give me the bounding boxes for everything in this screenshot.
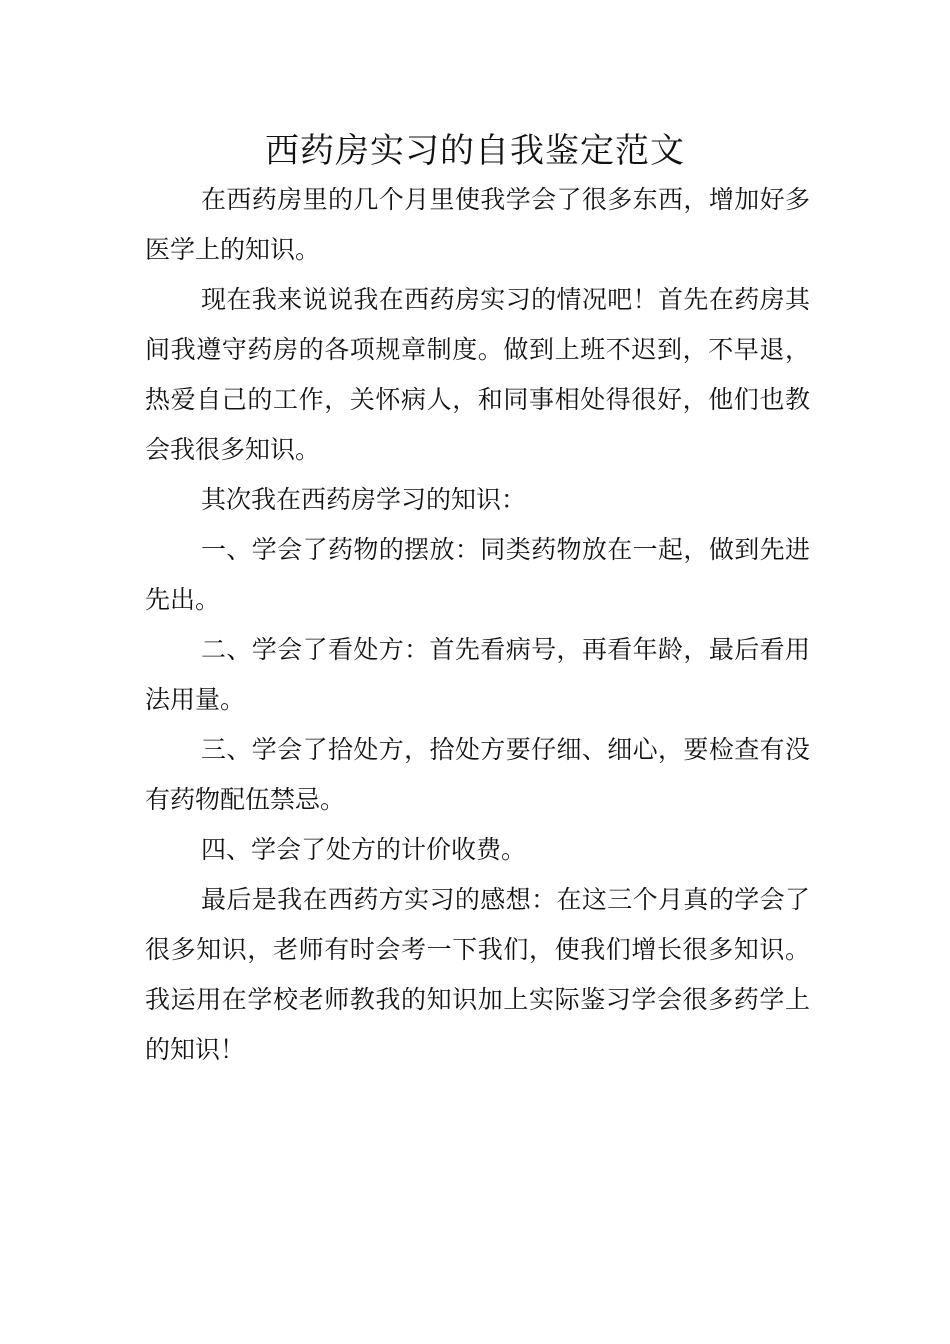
paragraph-situation: 现在我来说说我在西药房实习的情况吧！首先在药房其间我遵守药房的各项规章制度。做到上班不迟到，不早退，热爱自己的工作，关怀病人，和同事相处得很好，他们也教会我很多知识。 [145, 285, 810, 464]
paragraph-item-4: 四、学会了处方的计价收费。 [201, 835, 527, 864]
document-title: 西药房实习的自我鉴定范文 [265, 131, 685, 171]
paragraph-item-2: 二、学会了看处方：首先看病号，再看年龄，最后看用法用量。 [145, 635, 810, 714]
paragraph-item-1: 一、学会了药物的摆放：同类药物放在一起，做到先进先出。 [145, 535, 810, 614]
paragraph-knowledge-heading: 其次我在西药房学习的知识： [201, 485, 527, 514]
paragraph-item-3: 三、学会了拾处方，拾处方要仔细、细心，要检查有没有药物配伍禁忌。 [145, 735, 810, 814]
paragraph-conclusion: 最后是我在西药方实习的感想：在这三个月真的学会了很多知识，老师有时会考一下我们，使我们增长很多知识。我运用在学校老师教我的知识加上实际鉴习学会很多药学上的知识！ [145, 885, 810, 1064]
paragraph-intro: 在西药房里的几个月里使我学会了很多东西，增加好多医学上的知识。 [145, 185, 810, 264]
document-body [145, 175, 810, 1075]
